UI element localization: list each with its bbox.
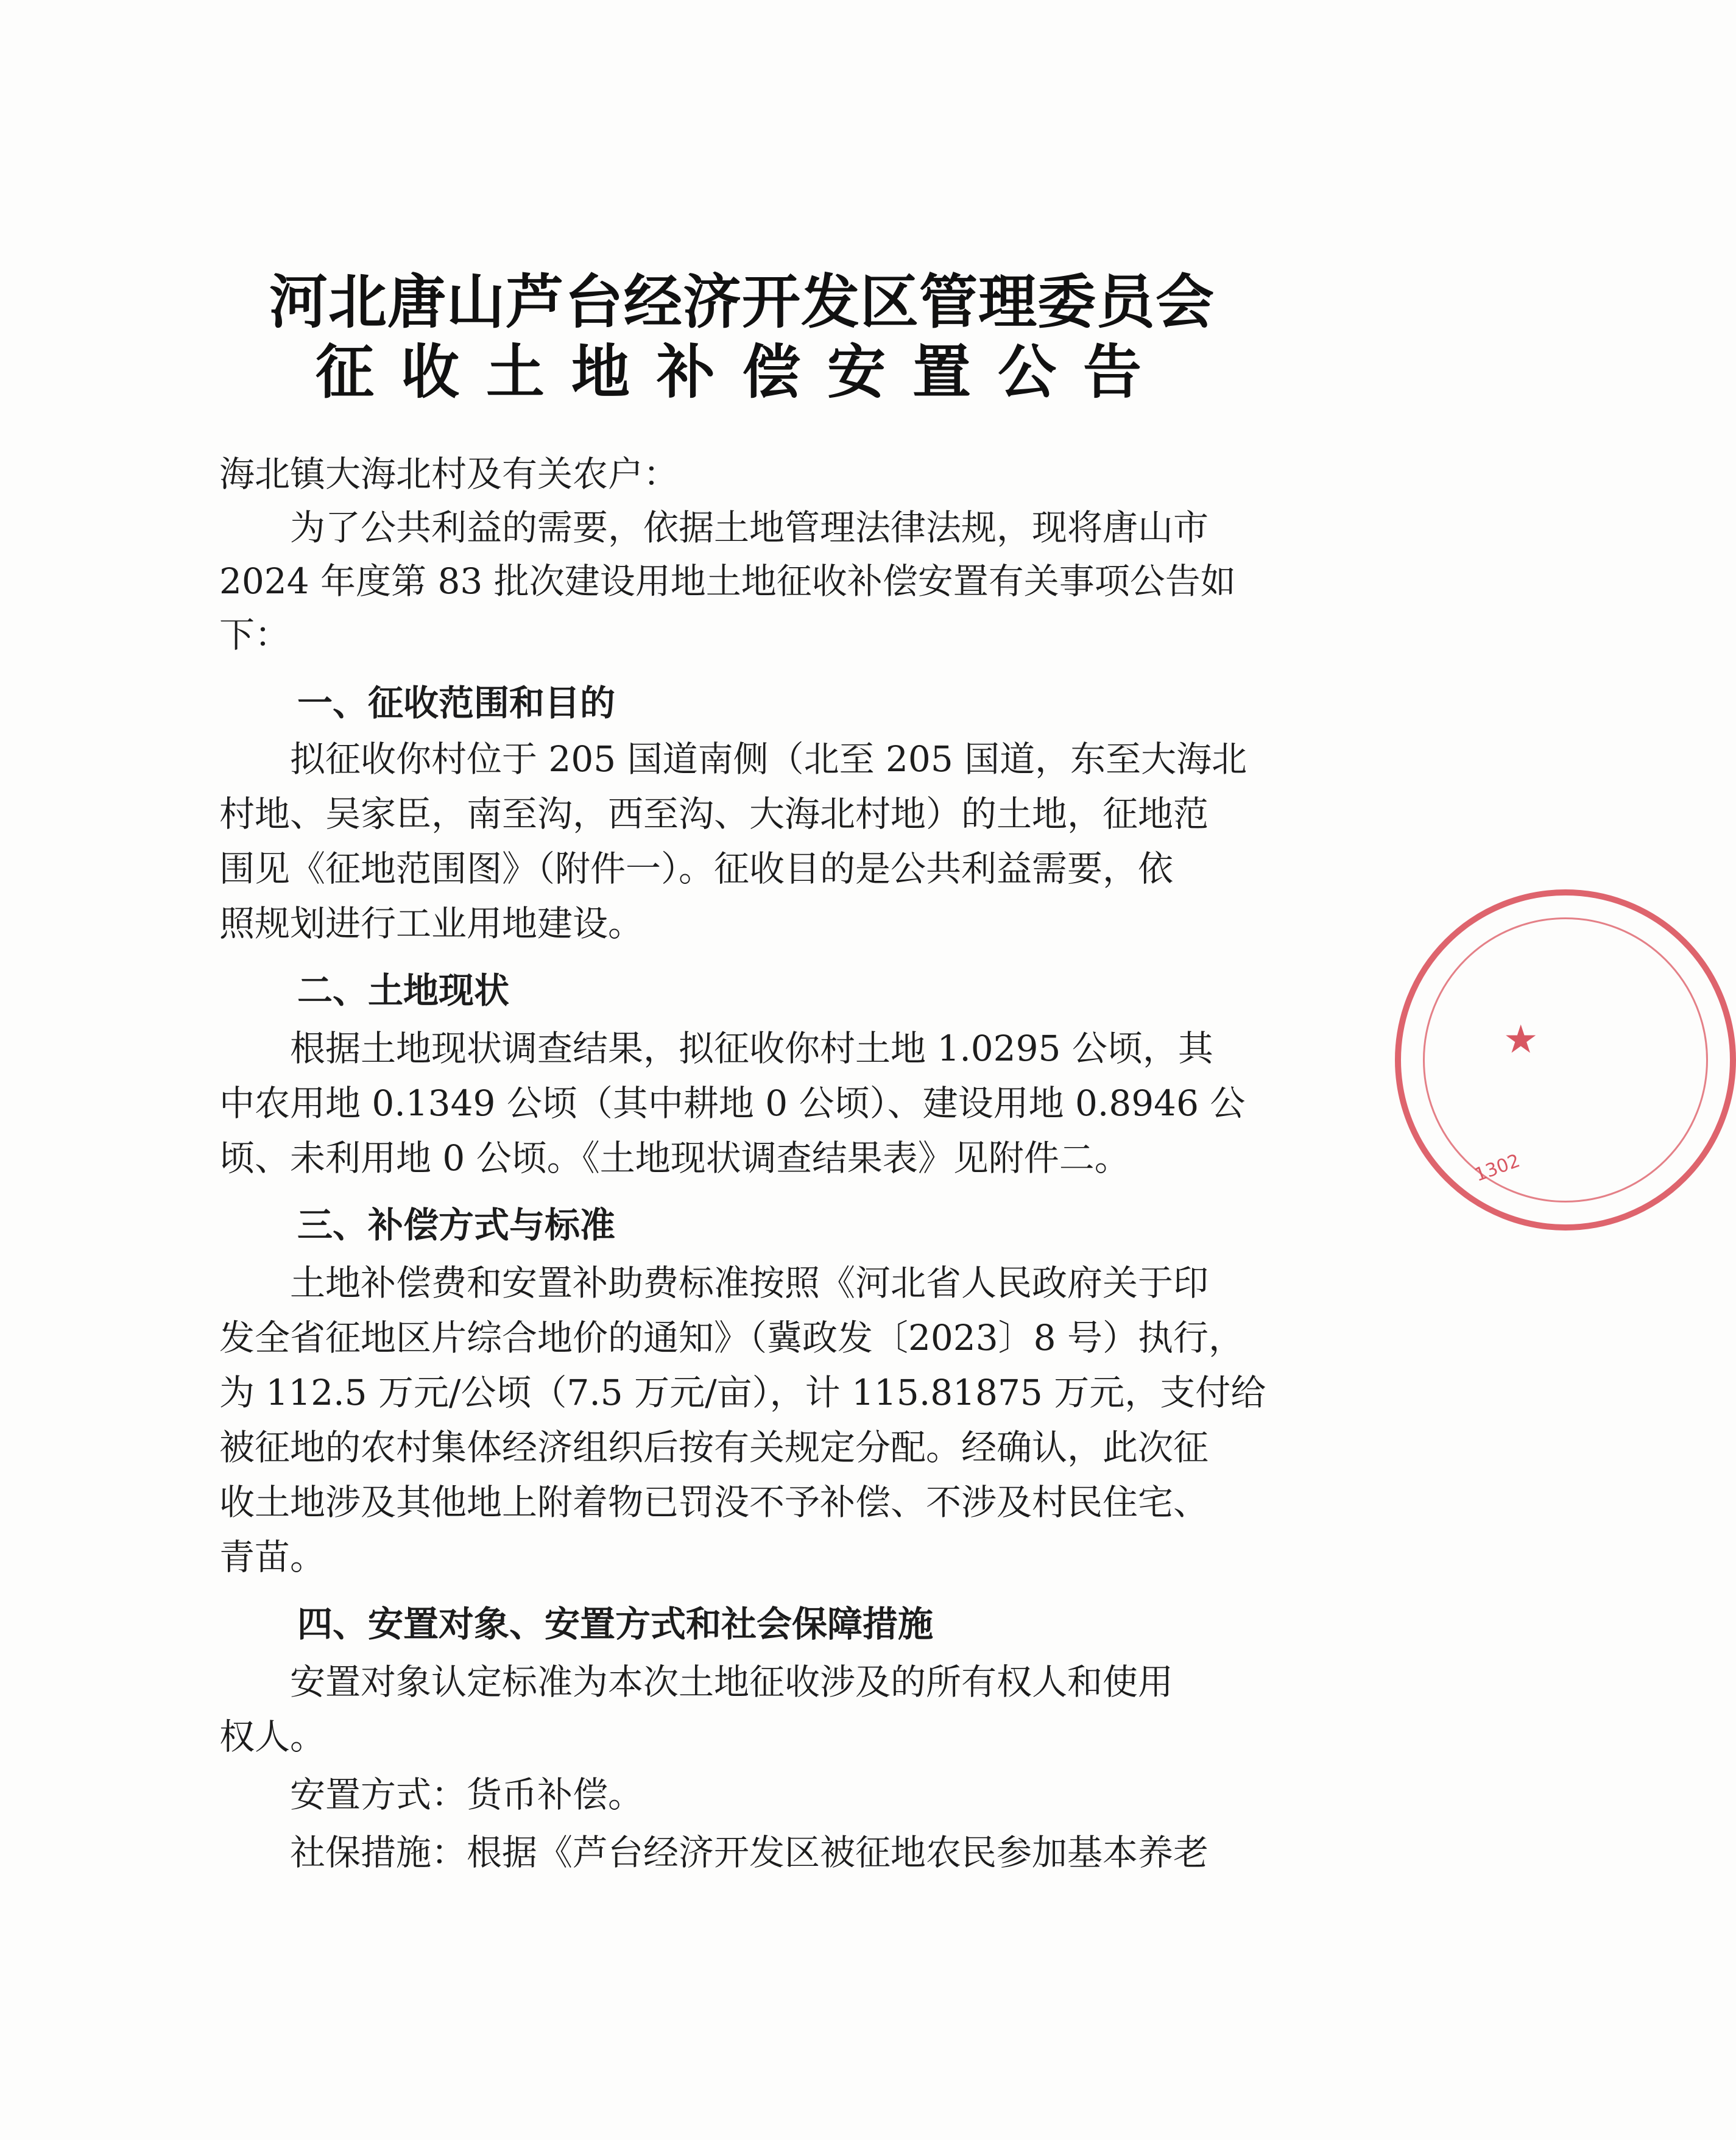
paragraph-line: 安置方式：货币补偿。 — [219, 1774, 644, 1815]
paragraph-line: 土地补偿费和安置补助费标准按照《河北省人民政府关于印 — [219, 1262, 1209, 1304]
paragraph-line: 为了公共利益的需要，依据土地管理法律法规，现将唐山市 — [219, 507, 1209, 548]
paragraph-line: 社保措施：根据《芦台经济开发区被征地农民参加基本养老 — [219, 1832, 1209, 1873]
paragraph-line: 村地、吴家臣，南至沟，西至沟、大海北村地）的土地，征地范 — [219, 793, 1209, 835]
salutation: 海北镇大海北村及有关农户： — [219, 453, 679, 495]
paragraph-line: 中农用地 0.1349 公顷（其中耕地 0 公顷）、建设用地 0.8946 公 — [219, 1082, 1246, 1124]
paragraph-line: 下： — [219, 614, 291, 655]
paragraph-line: 安置对象认定标准为本次土地征收涉及的所有权人和使用 — [219, 1661, 1174, 1703]
paragraph-line: 围见《征地范围图》（附件一）。征收目的是公共利益需要，依 — [219, 848, 1174, 889]
document-title-line-2: 征收土地补偿安置公告 — [316, 338, 1168, 406]
seal-star-icon: ★ — [1503, 1017, 1539, 1062]
seal-code: 1302 — [1472, 1149, 1523, 1187]
section-heading-2: 二、土地现状 — [297, 970, 510, 1011]
paragraph-line: 照规划进行工业用地建设。 — [219, 903, 644, 944]
paragraph-line: 权人。 — [219, 1716, 326, 1757]
document-title-line-1: 河北唐山芦台经济开发区管理委员会 — [269, 268, 1215, 336]
section-heading-3: 三、补偿方式与标准 — [297, 1204, 616, 1246]
paragraph-line: 为 112.5 万元/公顷（7.5 万元/亩），计 115.81875 万元，支付给 — [219, 1372, 1266, 1413]
paragraph-line: 2024 年度第 83 批次建设用地土地征收补偿安置有关事项公告如 — [219, 560, 1236, 602]
seal-inner-ring — [1423, 917, 1708, 1202]
paragraph-line: 青苗。 — [219, 1536, 326, 1578]
paragraph-line: 拟征收你村位于 205 国道南侧（北至 205 国道，东至大海北 — [219, 738, 1247, 780]
paragraph-line: 发全省征地区片综合地价的通知》（冀政发〔2023〕8 号）执行， — [219, 1317, 1244, 1358]
paragraph-line: 收土地涉及其他地上附着物已罚没不予补偿、不涉及村民住宅、 — [219, 1481, 1209, 1523]
paragraph-line: 根据土地现状调查结果，拟征收你村土地 1.0295 公顷，其 — [219, 1028, 1213, 1069]
official-seal-stamp — [1395, 889, 1736, 1231]
paragraph-line: 顷、未利用地 0 公顷。《土地现状调查结果表》见附件二。 — [219, 1137, 1130, 1179]
section-heading-1: 一、征收范围和目的 — [297, 682, 616, 724]
paragraph-line: 被征地的农村集体经济组织后按有关规定分配。经确认，此次征 — [219, 1427, 1209, 1468]
section-heading-4: 四、安置对象、安置方式和社会保障措施 — [297, 1603, 934, 1645]
